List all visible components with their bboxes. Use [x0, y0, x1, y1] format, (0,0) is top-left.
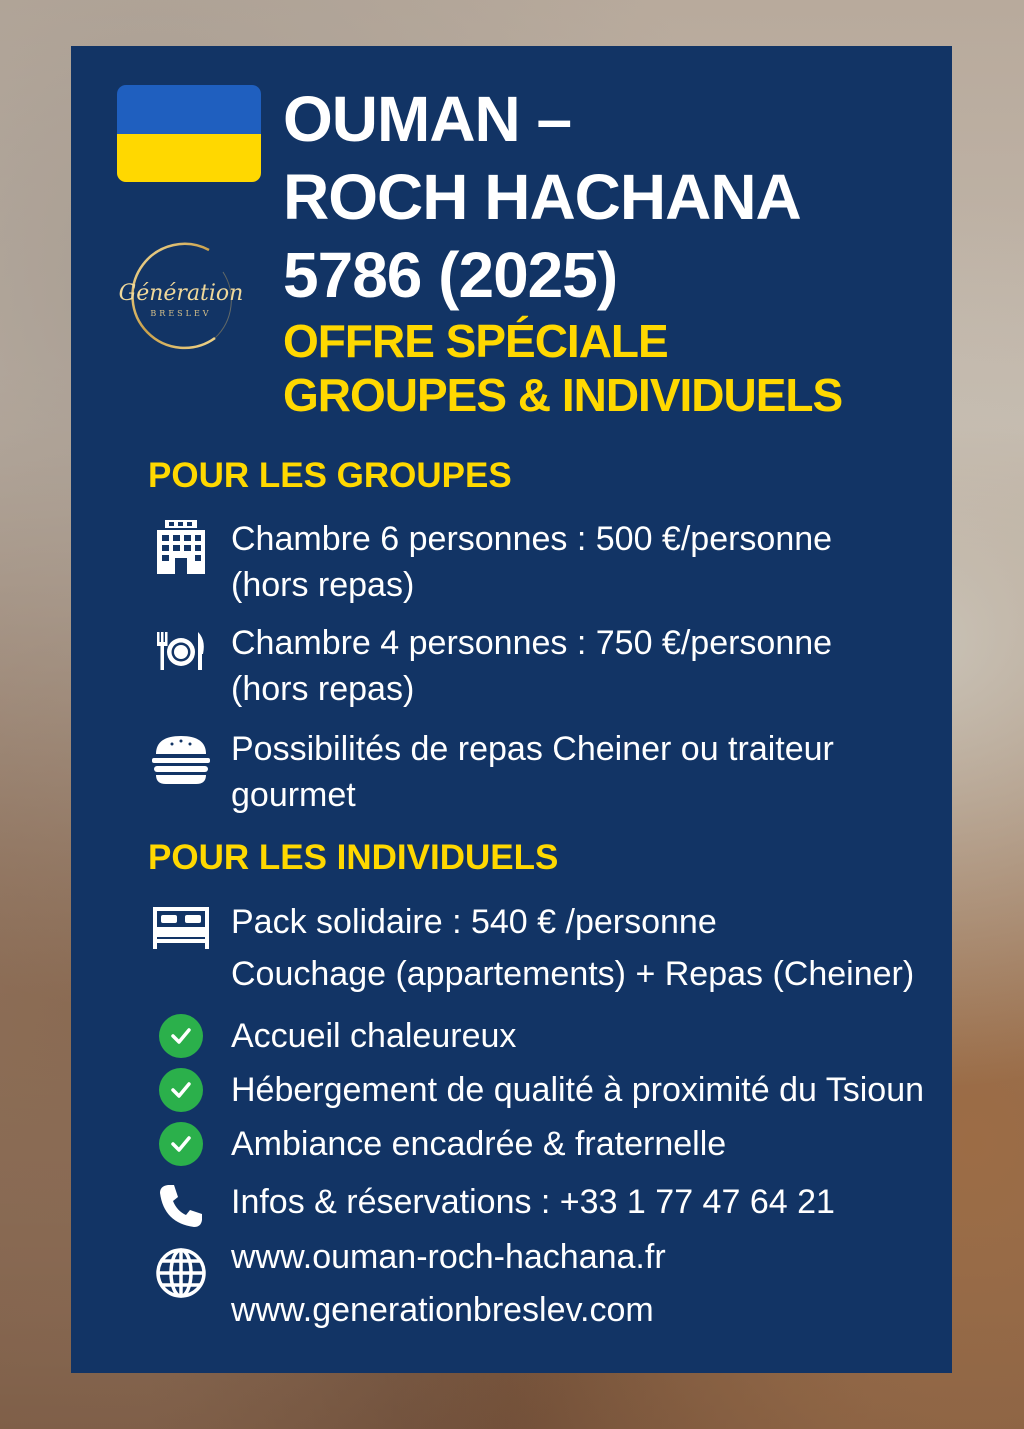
pack-line-1: Pack solidaire : 540 € /personne [231, 903, 717, 941]
offer-line-2: GROUPES & INDIVIDUELS [283, 369, 843, 421]
item-line-1: Possibilités de repas Cheiner ou traiteur [231, 730, 834, 768]
offer-subtitle [283, 314, 842, 422]
burger-icon [149, 726, 213, 790]
check-circle-icon [149, 1112, 213, 1176]
item-line-2: (hors repas) [231, 566, 415, 604]
plate-cutlery-icon [149, 620, 213, 684]
globe-icon [149, 1241, 213, 1305]
title-line-2: ROCH HACHANA [283, 161, 801, 233]
svg-text:Génération: Génération [118, 281, 244, 306]
item-line-1: Chambre 6 personnes : 500 €/personne [231, 520, 833, 558]
flyer-panel [71, 46, 952, 1373]
bed-icon [149, 896, 213, 960]
ukraine-flag-icon [117, 85, 261, 182]
title-line-3: 5786 (2025) [283, 239, 618, 311]
section-heading-groupes: POUR LES GROUPES [148, 456, 512, 495]
website-link-2[interactable]: www.generationbreslev.com [231, 1291, 654, 1329]
phone-icon [149, 1174, 213, 1238]
item-line-1: Chambre 4 personnes : 750 €/personne [231, 624, 833, 662]
item-line-2: (hors repas) [231, 670, 415, 708]
website-link-1[interactable]: www.ouman-roch-hachana.fr [231, 1238, 666, 1276]
hotel-building-icon [149, 516, 213, 580]
page-title [283, 80, 801, 314]
phone-text: Infos & réservations : +33 1 77 47 64 21 [231, 1183, 835, 1221]
item-line-2: gourmet [231, 776, 356, 814]
check-item-text: Ambiance encadrée & fraternelle [231, 1125, 727, 1163]
check-item-text: Hébergement de qualité à proximité du Tsioun [231, 1071, 925, 1109]
section-heading-individuels: POUR LES INDIVIDUELS [148, 838, 559, 877]
pack-line-2: Couchage (appartements) + Repas (Cheiner) [231, 955, 915, 993]
generation-breslev-logo [111, 242, 247, 350]
check-item-text: Accueil chaleureux [231, 1017, 517, 1055]
offer-line-1: OFFRE SPÉCIALE [283, 315, 668, 367]
svg-text:BRESLEV: BRESLEV [150, 309, 212, 318]
title-line-1: OUMAN – [283, 83, 572, 155]
